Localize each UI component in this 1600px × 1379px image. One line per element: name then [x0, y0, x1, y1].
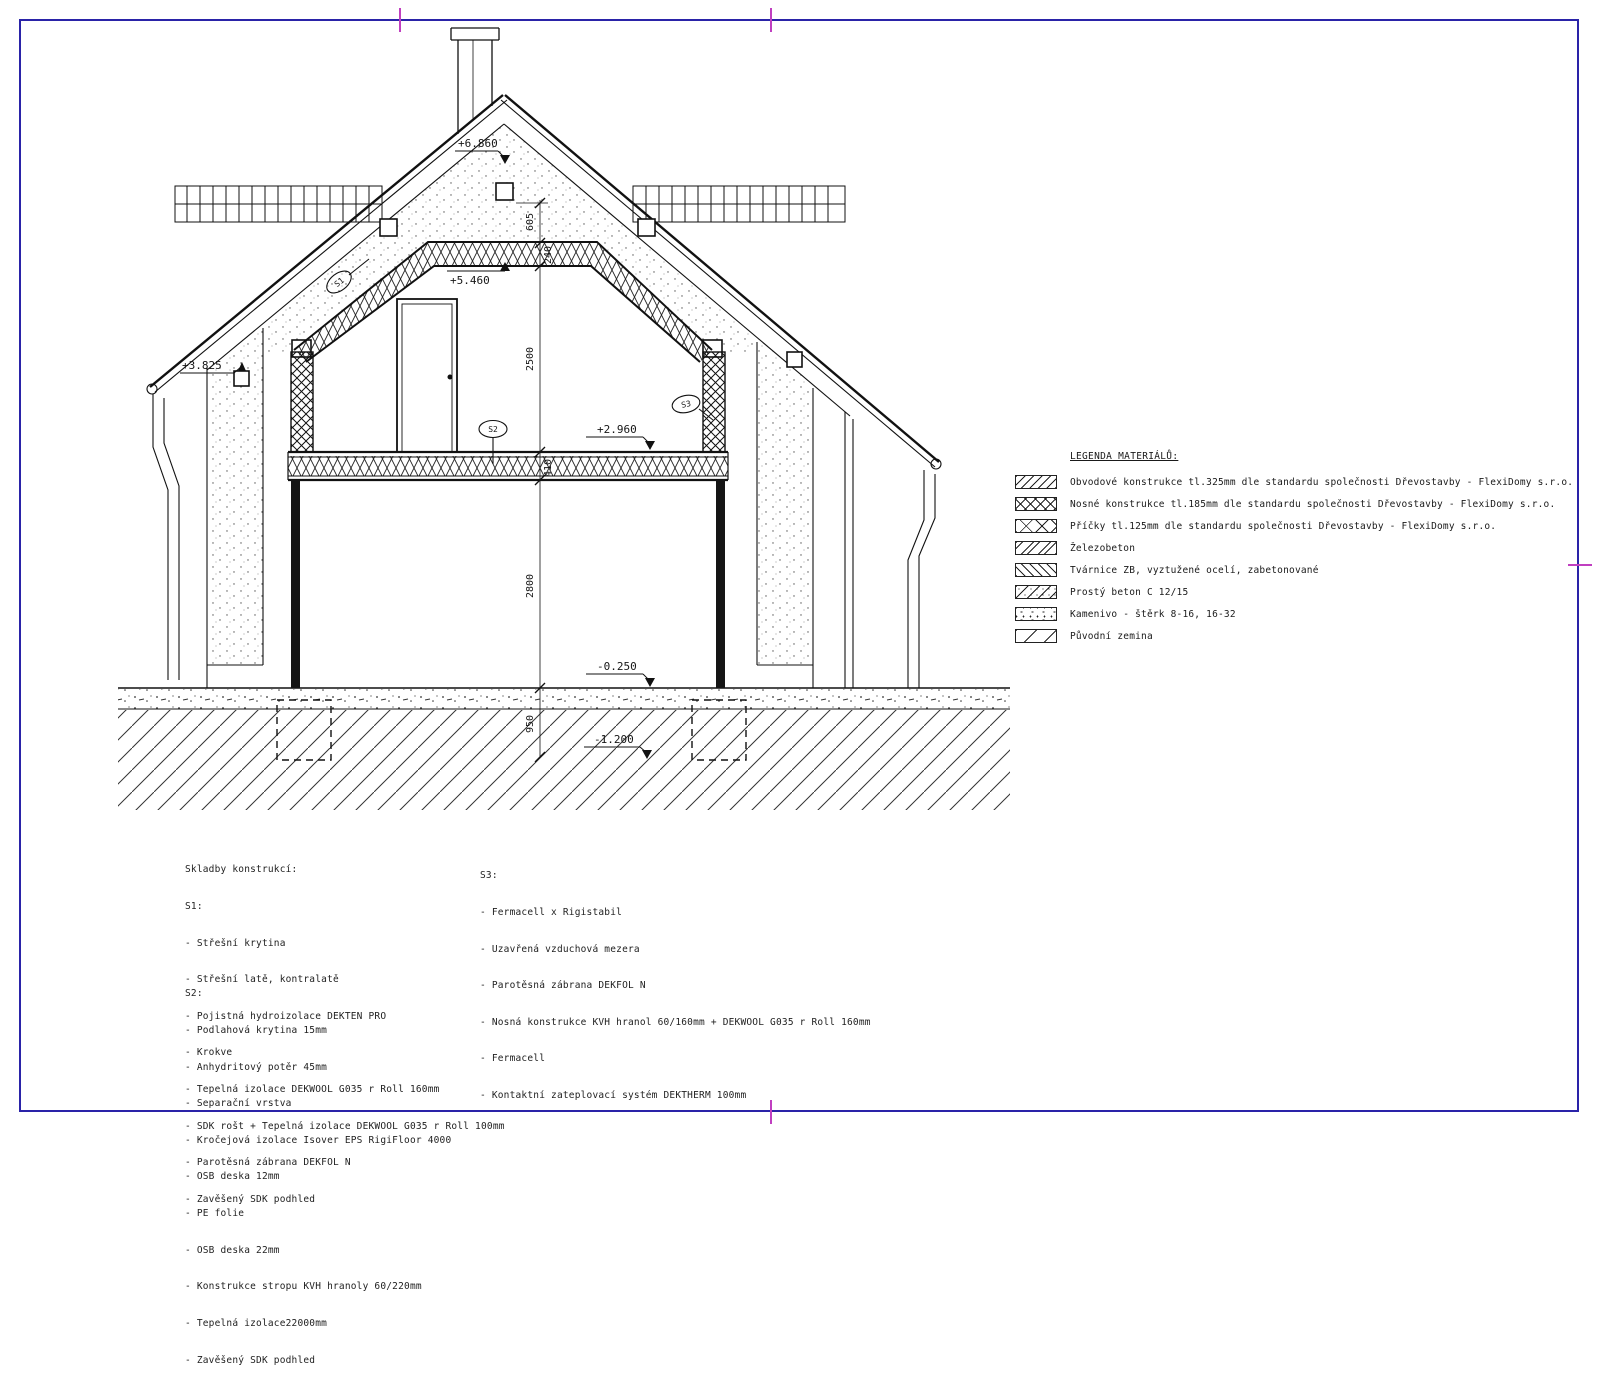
hatch-swatch-backslash — [1015, 563, 1057, 577]
legend-label: Tvárnice ZB, vyztužené ocelí, zabetonované — [1070, 564, 1319, 576]
legend-label: Obvodové konstrukce tl.325mm dle standardu společnosti Dřevostavby - FlexiDomy s.r.o. — [1070, 476, 1574, 488]
legend-row — [1015, 515, 1573, 537]
dim-410: 410 — [543, 458, 554, 478]
s3-item: - Fermacell — [480, 1053, 546, 1065]
legend-label: Příčky tl.125mm dle standardu společnosti Dřevostavby - FlexiDomy s.r.o. — [1070, 520, 1497, 532]
knee-walls — [291, 352, 725, 452]
ground-floor-walls — [291, 480, 725, 688]
legend-row — [1015, 603, 1573, 625]
hatch-swatch-cross — [1015, 497, 1057, 511]
legend-label: Železobeton — [1070, 542, 1136, 554]
legend-row — [1015, 581, 1573, 603]
wall-left — [291, 480, 300, 688]
downpipe-left-b — [164, 398, 179, 680]
purlin-right — [638, 219, 655, 236]
legend-row — [1015, 493, 1573, 515]
svg-text:S2: S2 — [488, 425, 498, 434]
marker-s2 — [479, 421, 507, 438]
dim-2800: 2800 — [525, 573, 536, 599]
hatch-swatch-gravel — [1015, 607, 1057, 621]
downpipe-right-a — [908, 470, 924, 688]
svg-text:+2.960: +2.960 — [597, 423, 637, 436]
s1-item: - SDK rošt + Tepelná izolace DEKWOOL G035 r Roll 100mm — [185, 1120, 505, 1132]
hatch-swatch-soil — [1015, 629, 1057, 643]
knee-wall-right — [703, 352, 725, 452]
soil-hatch — [118, 710, 1010, 810]
hatch-swatch-diagonal — [1015, 475, 1057, 489]
s2-item: - Podlahová krytina 15mm — [185, 1025, 328, 1037]
gravel-layer — [118, 689, 1010, 709]
marker-s3 — [671, 393, 702, 415]
s2-item: - OSB deska 22mm — [185, 1244, 280, 1256]
svg-text:+5.460: +5.460 — [450, 274, 490, 287]
hatch-swatch-reinforced-concrete — [1015, 541, 1057, 555]
wall-right — [716, 480, 725, 688]
s3-title: S3: — [480, 870, 498, 882]
s1-item: - Pojistná hydroizolace DEKTEN PRO — [185, 1010, 387, 1022]
s1-item: - Zavěšený SDK podhled — [185, 1193, 316, 1205]
svg-text:+3.825: +3.825 — [182, 359, 222, 372]
hatch-swatch-diamond — [1015, 519, 1057, 533]
s2-item: - Tepelná izolace22000mm — [185, 1317, 328, 1329]
legend-row — [1015, 471, 1573, 493]
dim-950: 950 — [525, 714, 536, 734]
attic-door — [397, 299, 457, 452]
s3-item: - Uzavřená vzduchová mezera — [480, 943, 640, 955]
s2-item: - Konstrukce stropu KVH hranoly 60/220mm — [185, 1281, 422, 1293]
s2-item: - OSB deska 12mm — [185, 1171, 280, 1183]
s1-item: - Tepelná izolace DEKWOOL G035 r Roll 160mm — [185, 1084, 440, 1096]
legend-label: Kamenivo - štěrk 8-16, 16-32 — [1070, 608, 1236, 620]
purlin-left — [380, 219, 397, 236]
materials-legend — [1015, 451, 1573, 647]
svg-text:-1.200: -1.200 — [594, 733, 634, 746]
tile-band-right — [633, 186, 845, 222]
level-upper-floor — [586, 423, 655, 450]
s2-title: S2: — [185, 988, 203, 1000]
door-handle — [448, 375, 452, 379]
legend-label: Nosné konstrukce tl.185mm dle standardu společnosti Dřevostavby - FlexiDomy s.r.o. — [1070, 498, 1556, 510]
level-ground — [586, 660, 655, 687]
terrain — [118, 688, 1010, 810]
svg-text:S1: S1 — [332, 275, 346, 289]
s1-item: - Střešní latě, kontralatě — [185, 974, 339, 986]
s1-item: - Střešní krytina — [185, 937, 286, 949]
dim-240: 240 — [543, 245, 554, 265]
legend-title: LEGENDA MATERIÁLŮ: — [1070, 451, 1179, 462]
s1-title: S1: — [185, 901, 203, 913]
s3-item: - Nosná konstrukce KVH hranol 60/160mm + DEKWOOL G035 r Roll 160mm — [480, 1016, 871, 1028]
legend-label: Původní zemina — [1070, 630, 1153, 642]
svg-text:+6.860: +6.860 — [458, 137, 498, 150]
s3-item: - Fermacell x Rigistabil — [480, 907, 623, 919]
s2-item: - Separační vrstva — [185, 1098, 292, 1110]
floor-band — [288, 452, 728, 480]
svg-text:S3: S3 — [680, 399, 692, 410]
s3-item: - Kontaktní zateplovací systém DEKTHERM 100mm — [480, 1090, 747, 1102]
wallplate-right — [787, 352, 802, 367]
floor-insulation — [288, 456, 728, 476]
composition-block-s3 — [480, 846, 871, 1114]
legend-row — [1015, 559, 1573, 581]
s1-item: - Krokve — [185, 1047, 233, 1059]
s3-item: - Parotěsná zábrana DEKFOL N — [480, 980, 646, 992]
svg-text:-0.250: -0.250 — [597, 660, 637, 673]
roof-right-underside — [504, 124, 850, 416]
composition-block-s2 — [185, 964, 451, 1379]
legend-row — [1015, 625, 1573, 647]
s2-item: - Kročejová izolace Isover EPS RigiFloor 4000 — [185, 1134, 452, 1146]
downpipe-right-b — [919, 474, 935, 688]
ridge-purlin — [496, 183, 513, 200]
wallplate-left — [234, 371, 249, 386]
dim-605: 605 — [525, 212, 536, 232]
legend-label: Prostý beton C 12/15 — [1070, 586, 1189, 598]
s2-item: - Zavěšený SDK podhled — [185, 1354, 316, 1366]
downpipe-left-a — [153, 394, 168, 680]
s2-item: - PE folie — [185, 1208, 245, 1220]
s1-item: - Parotěsná zábrana DEKFOL N — [185, 1157, 351, 1169]
s2-item: - Anhydritový potěr 45mm — [185, 1061, 328, 1073]
hatch-swatch-plain-concrete — [1015, 585, 1057, 599]
dim-2500: 2500 — [525, 346, 536, 372]
knee-wall-left — [291, 352, 313, 452]
tile-band-left — [175, 186, 382, 222]
legend-row — [1015, 537, 1573, 559]
compositions-heading: Skladby konstrukcí: — [185, 864, 298, 876]
rainwater — [147, 384, 941, 688]
